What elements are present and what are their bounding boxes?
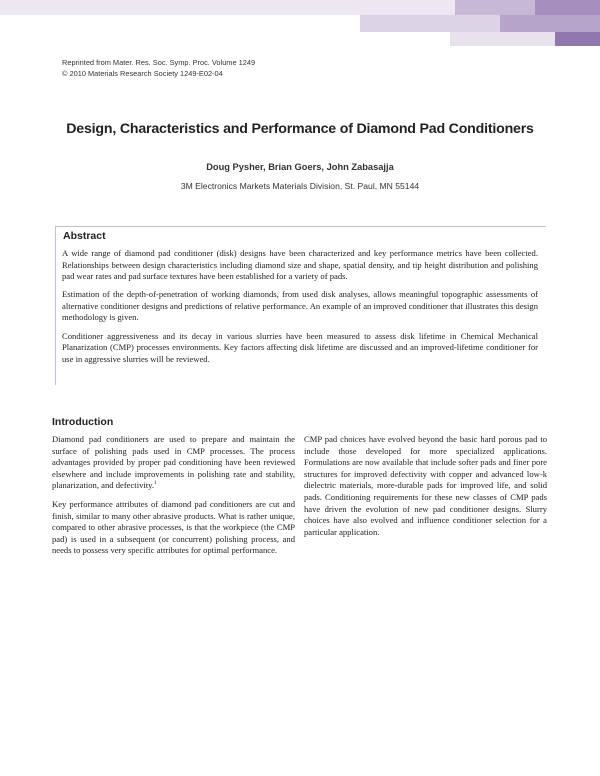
intro-paragraph-text: Diamond pad conditioners are used to prepare and maintain the surface of polishing pads used in CMP processes. The process advantages provided by proper pad conditioning have been reviewed elsewhere and include improvements in polishing rate and stability, planarization, and defectivity. [52, 434, 295, 491]
abstract-paragraph: A wide range of diamond pad conditioner (disk) designs have been characterized and key performance metrics have been collected. Relationships between design characteristics including diamond size and shape, spatial density, and tip height distribution and polishing pad wear rates and pad surface textures have been established for a variety of pads. [62, 248, 538, 282]
header-decoration [0, 0, 600, 48]
intro-paragraph: Key performance attributes of diamond pad conditioners are cut and finish, similar to many other abrasive products. What is rather unique, compared to other abrasive processes, is that the workpiece (the CMP pad) is used in a subsequent (or concurrent) polishing process, and needs to possess very specific attributes for optimal performance. [52, 498, 295, 556]
right-column [304, 434, 547, 545]
header-bar [535, 0, 600, 15]
introduction-heading: Introduction [52, 416, 114, 428]
header-bar [450, 32, 555, 46]
reprint-notice [62, 57, 255, 79]
abstract-paragraph: Conditioner aggressiveness and its decay in various slurries have been measured to assess disk lifetime in Chemical Mechanical Planarization (CMP) processes environments. Key factors affecting disk lifetime are discussed and an improved-lifetime conditioner for use in aggressive slurries will be reviewed. [62, 330, 538, 364]
intro-paragraph: CMP pad choices have evolved beyond the basic hard porous pad to include those developed for more specialized applications. Formulations are now available that include softer pads and finer pore structures for improved defectivity with copper and advanced low-k dielectric materials, more-durable pads for improved life, and solid pads. Conditioning requirements for these new classes of CMP pads have driven the evolution of new pad conditioner designs. Slurry choices have also evolved and influence conditioner selection for a particular application. [304, 434, 547, 537]
abstract-body [62, 248, 538, 372]
paper-title: Design, Characteristics and Performance of Diamond Pad Conditioners [66, 121, 534, 137]
reprint-line-1: Reprinted from Mater. Res. Soc. Symp. Proc. Volume 1249 [62, 58, 256, 67]
reference-marker: 1 [154, 480, 157, 487]
abstract-heading: Abstract [63, 230, 106, 242]
header-bar [0, 0, 520, 15]
left-column [52, 434, 295, 564]
authors: Doug Pysher, Brian Goers, John Zabasajja [206, 162, 394, 172]
reprint-line-2: © 2010 Materials Research Society 1249-E02-04 [62, 69, 223, 78]
header-bar [500, 15, 600, 32]
header-bar [555, 32, 600, 46]
affiliation: 3M Electronics Markets Materials Division, St. Paul, MN 55144 [180, 181, 420, 191]
abstract-paragraph: Estimation of the depth-of-penetration of working diamonds, from used disk analyses, allows meaningful topographic assessments of alternative conditioner designs and predictions of relative performance. An example of an improved conditioner that illustrates this design methodology is given. [62, 289, 538, 323]
intro-paragraph [52, 434, 295, 492]
